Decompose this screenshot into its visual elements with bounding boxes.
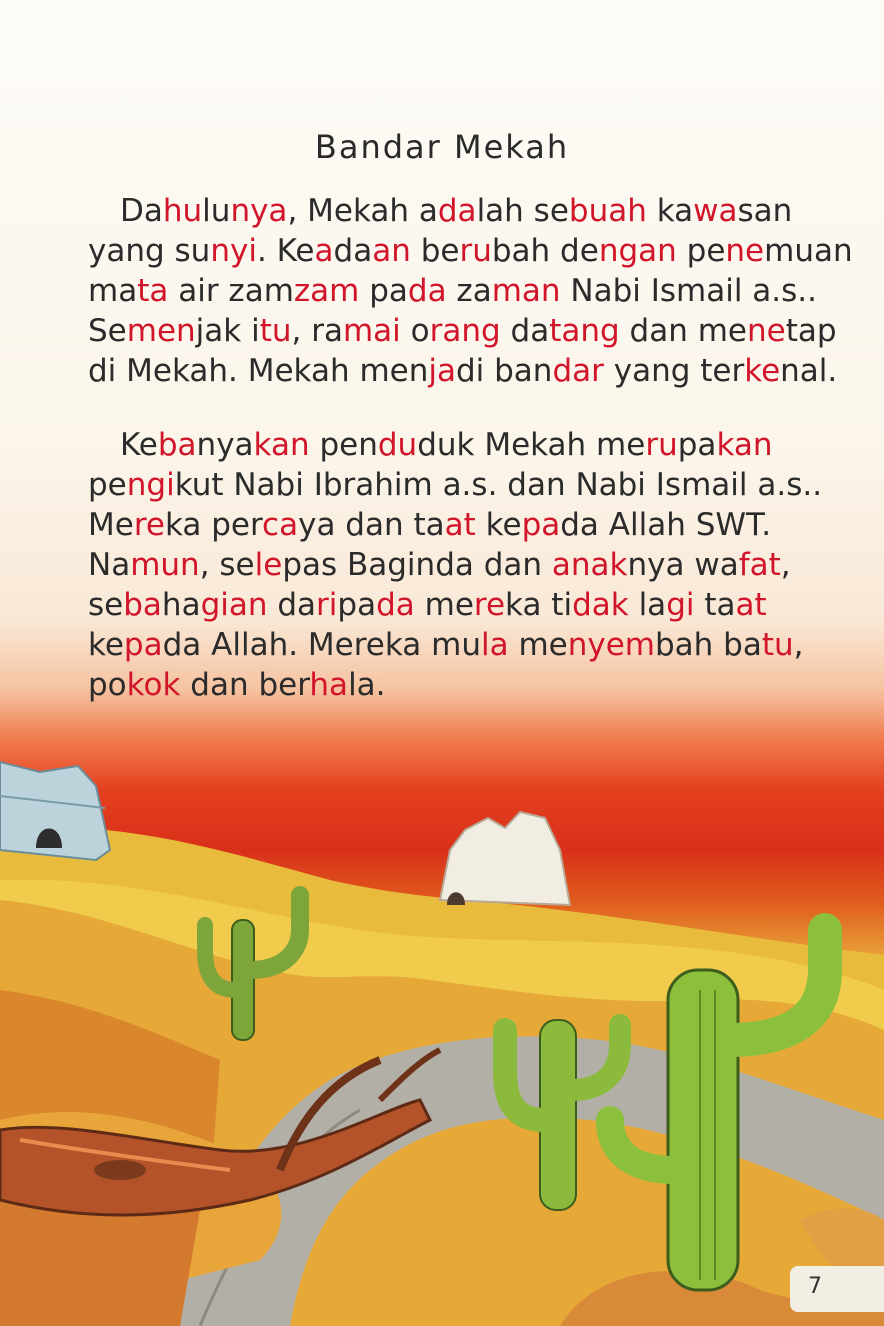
highlighted-syllable: hu [162, 193, 203, 229]
text-segment: , ra [291, 313, 343, 349]
highlighted-syllable: an [372, 233, 411, 269]
text-segment: dan ber [180, 667, 310, 703]
highlighted-syllable: da [407, 273, 447, 309]
highlighted-syllable: mai [342, 313, 401, 349]
text-segment: pa [337, 587, 377, 623]
text-segment: ke [88, 627, 124, 663]
text-segment: ya dan ta [298, 507, 445, 543]
text-segment: pe [676, 233, 726, 269]
text-segment: dan me [619, 313, 748, 349]
highlighted-syllable: nyem [567, 627, 655, 663]
highlighted-syllable: at [735, 587, 767, 623]
highlighted-syllable: pa [521, 507, 561, 543]
highlighted-syllable: ne [725, 233, 765, 269]
text-segment: tap [785, 313, 837, 349]
text-line [88, 665, 828, 705]
text-segment: kut Nabi Ibrahim a.s. dan Nabi Ismail a.s.. [174, 467, 823, 503]
text-segment: di Mekah. Mekah men [88, 353, 429, 389]
highlighted-syllable: tang [549, 313, 620, 349]
highlighted-syllable: nak [570, 547, 628, 583]
text-line [88, 271, 828, 311]
text-line [88, 465, 828, 505]
highlighted-syllable: ri [316, 587, 338, 623]
ruin-center [440, 812, 570, 905]
text-segment: da Allah SWT. [560, 507, 772, 543]
highlighted-syllable: ngan [598, 233, 677, 269]
text-segment: la [628, 587, 667, 623]
highlighted-syllable: man [491, 273, 561, 309]
highlighted-syllable: zam [293, 273, 360, 309]
highlighted-syllable: kan [716, 427, 773, 463]
text-segment: se [88, 587, 124, 623]
paragraph-2 [88, 425, 828, 705]
text-segment: Se [88, 313, 127, 349]
highlighted-syllable: men [126, 313, 196, 349]
text-line [88, 625, 828, 665]
text-segment: be [410, 233, 460, 269]
highlighted-syllable: a [551, 547, 571, 583]
ruin-left [0, 762, 110, 860]
text-segment: yang ter [603, 353, 745, 389]
text-segment: a [418, 193, 438, 229]
text-segment: po [88, 667, 127, 703]
text-segment: ka ti [505, 587, 573, 623]
text-segment: muan [764, 233, 853, 269]
highlighted-syllable: ru [645, 427, 678, 463]
highlighted-syllable: ngi [126, 467, 175, 503]
highlighted-syllable: tu [259, 313, 292, 349]
highlighted-syllable: buah [568, 193, 647, 229]
highlighted-syllable: le [254, 547, 283, 583]
desert-illustration [0, 700, 884, 1326]
paragraph-1 [88, 191, 853, 391]
highlighted-syllable: mun [130, 547, 200, 583]
highlighted-syllable: ru [459, 233, 492, 269]
text-segment: la. [348, 667, 386, 703]
page-title: Bandar Mekah [314, 128, 570, 166]
text-segment: Me [88, 507, 134, 543]
highlighted-syllable: nya [230, 193, 288, 229]
text-segment: pe [88, 467, 127, 503]
text-segment: o [400, 313, 430, 349]
page-number-tab [790, 1266, 884, 1312]
highlighted-syllable: at [444, 507, 476, 543]
highlighted-syllable: ne [747, 313, 786, 349]
text-segment: ka [646, 193, 694, 229]
text-segment: air zam [168, 273, 294, 309]
text-segment: pa [359, 273, 408, 309]
text-segment: za [446, 273, 492, 309]
text-segment: jak i [195, 313, 260, 349]
text-segment: me [508, 627, 568, 663]
highlighted-syllable: da [376, 587, 415, 623]
text-segment: pas Baginda dan [282, 547, 552, 583]
highlighted-syllable: re [473, 587, 506, 623]
text-line [88, 231, 853, 271]
text-segment: Na [88, 547, 131, 583]
text-line [88, 545, 828, 585]
text-segment: yang su [88, 233, 211, 269]
highlighted-syllable: kan [253, 427, 310, 463]
highlighted-syllable: nyi [210, 233, 257, 269]
text-segment: pa [677, 427, 717, 463]
text-line [88, 351, 838, 391]
text-segment: , [780, 547, 791, 583]
text-segment: ka per [164, 507, 263, 543]
text-segment: da [267, 587, 317, 623]
text-segment: Nabi Ismail a.s.. [560, 273, 818, 309]
highlighted-syllable: rang [429, 313, 501, 349]
highlighted-syllable: dak [572, 587, 629, 623]
highlighted-syllable: tu [761, 627, 794, 663]
highlighted-syllable: pa [123, 627, 163, 663]
highlighted-syllable: gi [666, 587, 695, 623]
highlighted-syllable: ta [137, 273, 169, 309]
text-segment: Ke [120, 427, 158, 463]
text-segment: di ban [455, 353, 553, 389]
text-segment: me [414, 587, 474, 623]
text-segment: ma [88, 273, 138, 309]
highlighted-syllable: ba [123, 587, 162, 623]
highlighted-syllable: da [437, 193, 477, 229]
highlighted-syllable: ja [428, 353, 456, 389]
text-segment: san [737, 193, 793, 229]
text-segment: , Mekah [287, 193, 419, 229]
text-segment: ha [161, 587, 201, 623]
text-segment: pen [309, 427, 378, 463]
text-segment: nya [196, 427, 254, 463]
highlighted-syllable: ke [744, 353, 781, 389]
page-number: 7 [808, 1274, 822, 1299]
text-segment: , se [199, 547, 255, 583]
text-line [88, 191, 828, 231]
highlighted-syllable: ha [309, 667, 349, 703]
text-segment: lah se [476, 193, 569, 229]
highlighted-syllable: wa [693, 193, 738, 229]
highlighted-syllable: gian [200, 587, 268, 623]
text-segment: ta [694, 587, 736, 623]
highlighted-syllable: fat [738, 547, 781, 583]
text-segment: , [793, 627, 804, 663]
text-segment: nal. [780, 353, 838, 389]
text-segment: da [500, 313, 550, 349]
text-segment: duk Mekah me [417, 427, 646, 463]
highlighted-syllable: du [377, 427, 418, 463]
text-segment: Da [120, 193, 163, 229]
text-line [88, 505, 828, 545]
text-segment: bah ba [654, 627, 762, 663]
text-line [88, 425, 828, 465]
highlighted-syllable: ba [157, 427, 197, 463]
highlighted-syllable: re [133, 507, 165, 543]
text-segment: . Ke [256, 233, 315, 269]
highlighted-syllable: ca [262, 507, 299, 543]
highlighted-syllable: a [314, 233, 334, 269]
highlighted-syllable: kok [126, 667, 181, 703]
text-line [88, 311, 837, 351]
text-segment: da [333, 233, 373, 269]
text-line [88, 585, 828, 625]
highlighted-syllable: dar [552, 353, 604, 389]
text-segment: bah de [491, 233, 599, 269]
text-segment: da Allah. Mereka mu [162, 627, 481, 663]
text-segment: lu [202, 193, 231, 229]
text-segment: ke [475, 507, 522, 543]
highlighted-syllable: la [480, 627, 509, 663]
text-segment: nya wa [627, 547, 739, 583]
